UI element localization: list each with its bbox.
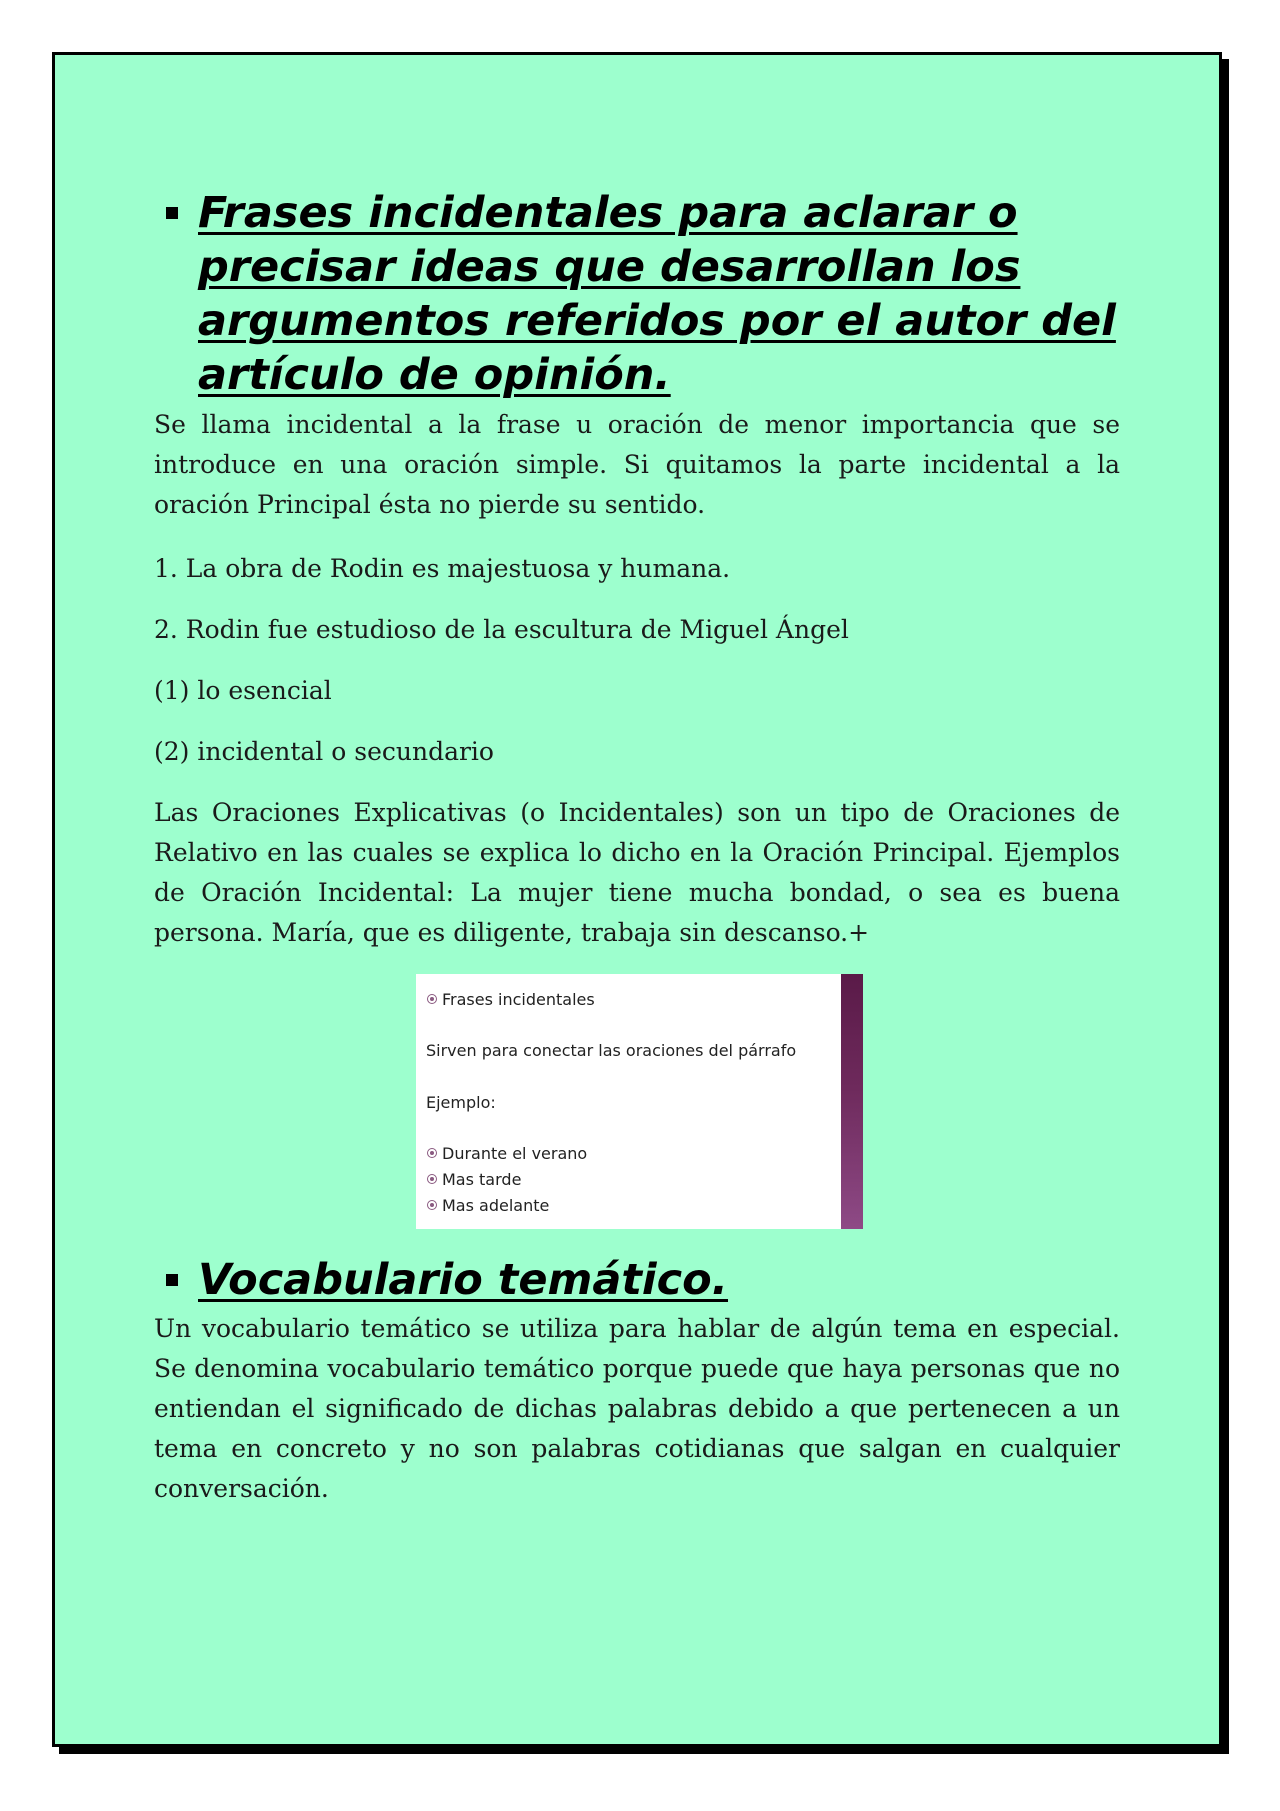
heading-text: Vocabulario temático.	[198, 1255, 729, 1305]
section-heading-frases-incidentales	[198, 186, 1128, 402]
slide-example-item	[427, 1144, 587, 1164]
radio-bullet-icon	[427, 1200, 437, 1210]
slide-example-item	[427, 1196, 549, 1216]
slide-example-item	[427, 1170, 521, 1190]
slide-title-line	[427, 990, 595, 1010]
section-heading-vocabulario	[198, 1253, 1128, 1307]
intro-paragraph: Se llama incidental a la frase u oración de menor importancia que se introduce en una oración simple. Si quitamos la parte incidental a la oración Principal ésta no pierde su sentido.	[154, 410, 1120, 519]
explicativas-paragraph: Las Oraciones Explicativas (o Incidentales) son un tipo de Oraciones de Relativo en las cuales se explica lo dicho en la Oración Principal. Ejemplos de Oración Incidental: La mujer tiene mucha bondad, o sea es buena persona. María, que es diligente, trabaja sin descanso.+	[154, 798, 1120, 947]
vocabulario-paragraph: Un vocabulario temático se utiliza para hablar de algún tema en especial. Se denomina vocabulario temático porque puede que haya personas que no entiendan el significado de dichas palabras debido a que pertenecen a un tema en concreto y no son palabras cotidianas que salgan en cualquier conversación.	[154, 1314, 1120, 1503]
square-bullet-icon	[166, 207, 178, 219]
heading-text: Frases incidentales para aclarar o precisar ideas que desarrollan los argumentos referidos por el autor del artículo de opinión.	[198, 188, 1116, 400]
slide-example-text: Mas tarde	[442, 1170, 522, 1189]
radio-bullet-icon	[427, 1148, 437, 1158]
slide-image	[416, 974, 863, 1229]
slide-example-text: Mas adelante	[442, 1196, 550, 1215]
example-sentence-2: 2. Rodin fue estudioso de la escultura de Miguel Ángel	[154, 615, 849, 644]
radio-bullet-icon	[427, 994, 437, 1004]
example-sentence-1: 1. La obra de Rodin es majestuosa y humana.	[154, 554, 731, 583]
radio-bullet-icon	[427, 1174, 437, 1184]
slide-accent-stripe	[841, 974, 863, 1229]
note-incidental: (2) incidental o secundario	[154, 737, 494, 766]
slide-subtitle: Sirven para conectar las oraciones del párrafo	[426, 1041, 797, 1060]
slide-example-label: Ejemplo:	[426, 1093, 496, 1112]
note-esencial: (1) lo esencial	[154, 676, 332, 705]
square-bullet-icon	[166, 1274, 178, 1286]
slide-example-text: Durante el verano	[442, 1144, 588, 1163]
slide-title: Frases incidentales	[442, 990, 595, 1009]
